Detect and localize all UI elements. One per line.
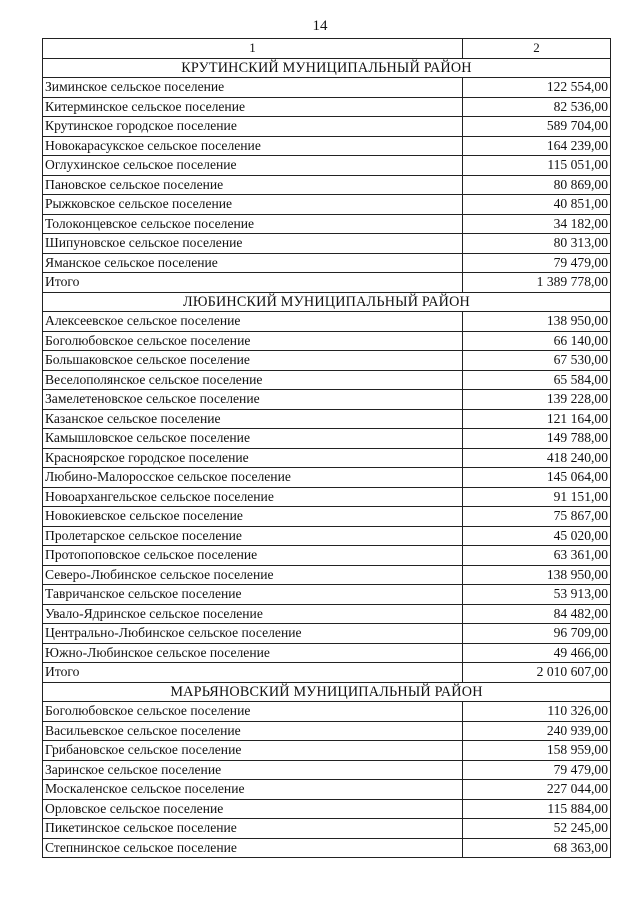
total-row xyxy=(43,663,611,683)
total-label: Итого xyxy=(43,273,463,293)
settlement-amount: 240 939,00 xyxy=(463,721,611,741)
header-col-1: 1 xyxy=(43,39,463,59)
settlement-amount: 115 884,00 xyxy=(463,799,611,819)
table-row xyxy=(43,175,611,195)
settlement-name: Алексеевское сельское поселение xyxy=(43,312,463,332)
table-row xyxy=(43,487,611,507)
section-header-row xyxy=(43,58,611,78)
table-row xyxy=(43,136,611,156)
section-title: ЛЮБИНСКИЙ МУНИЦИПАЛЬНЫЙ РАЙОН xyxy=(43,292,611,312)
settlement-name: Боголюбовское сельское поселение xyxy=(43,702,463,722)
settlement-name: Толоконцевское сельское поселение xyxy=(43,214,463,234)
settlement-name: Северо-Любинское сельское поселение xyxy=(43,565,463,585)
settlement-amount: 138 950,00 xyxy=(463,312,611,332)
settlement-amount: 227 044,00 xyxy=(463,780,611,800)
header-row xyxy=(43,39,611,59)
table-row xyxy=(43,97,611,117)
settlement-amount: 149 788,00 xyxy=(463,429,611,449)
table-row xyxy=(43,565,611,585)
table-row xyxy=(43,624,611,644)
settlement-name: Новокарасукское сельское поселение xyxy=(43,136,463,156)
table-row xyxy=(43,253,611,273)
settlement-name: Большаковское сельское поселение xyxy=(43,351,463,371)
table-row xyxy=(43,78,611,98)
header-col-2: 2 xyxy=(463,39,611,59)
settlement-amount: 53 913,00 xyxy=(463,585,611,605)
settlement-name: Новокиевское сельское поселение xyxy=(43,507,463,527)
settlement-name: Орловское сельское поселение xyxy=(43,799,463,819)
settlement-name: Рыжковское сельское поселение xyxy=(43,195,463,215)
settlement-amount: 67 530,00 xyxy=(463,351,611,371)
table-row xyxy=(43,780,611,800)
settlement-name: Казанское сельское поселение xyxy=(43,409,463,429)
settlement-name: Боголюбовское сельское поселение xyxy=(43,331,463,351)
settlement-name: Зиминское сельское поселение xyxy=(43,78,463,98)
table-row xyxy=(43,760,611,780)
settlement-amount: 79 479,00 xyxy=(463,760,611,780)
table-row xyxy=(43,702,611,722)
table-row xyxy=(43,643,611,663)
settlement-amount: 45 020,00 xyxy=(463,526,611,546)
settlement-amount: 164 239,00 xyxy=(463,136,611,156)
settlement-name: Степнинское сельское поселение xyxy=(43,838,463,858)
settlement-amount: 84 482,00 xyxy=(463,604,611,624)
settlement-amount: 79 479,00 xyxy=(463,253,611,273)
table-row xyxy=(43,819,611,839)
table-row xyxy=(43,117,611,137)
settlement-name: Любино-Малоросское сельское поселение xyxy=(43,468,463,488)
settlement-amount: 418 240,00 xyxy=(463,448,611,468)
table-row xyxy=(43,409,611,429)
settlement-amount: 80 313,00 xyxy=(463,234,611,254)
section-title: МАРЬЯНОВСКИЙ МУНИЦИПАЛЬНЫЙ РАЙОН xyxy=(43,682,611,702)
settlement-name: Пикетинское сельское поселение xyxy=(43,819,463,839)
settlement-name: Шипуновское сельское поселение xyxy=(43,234,463,254)
settlement-amount: 139 228,00 xyxy=(463,390,611,410)
table-row xyxy=(43,604,611,624)
page-number: 14 xyxy=(312,18,328,34)
table-row xyxy=(43,312,611,332)
settlement-amount: 96 709,00 xyxy=(463,624,611,644)
settlement-amount: 122 554,00 xyxy=(463,78,611,98)
settlement-amount: 91 151,00 xyxy=(463,487,611,507)
section-title: КРУТИНСКИЙ МУНИЦИПАЛЬНЫЙ РАЙОН xyxy=(43,58,611,78)
table-row xyxy=(43,370,611,390)
settlement-amount: 589 704,00 xyxy=(463,117,611,137)
settlement-amount: 110 326,00 xyxy=(463,702,611,722)
settlement-name: Китерминское сельское поселение xyxy=(43,97,463,117)
settlement-amount: 34 182,00 xyxy=(463,214,611,234)
settlement-name: Протопоповское сельское поселение xyxy=(43,546,463,566)
settlement-name: Замелетеновское сельское поселение xyxy=(43,390,463,410)
settlement-name: Тавричанское сельское поселение xyxy=(43,585,463,605)
table-body xyxy=(43,39,611,858)
table-row xyxy=(43,526,611,546)
settlement-name: Заринское сельское поселение xyxy=(43,760,463,780)
settlement-name: Оглухинское сельское поселение xyxy=(43,156,463,176)
settlement-name: Яманское сельское поселение xyxy=(43,253,463,273)
settlement-name: Увало-Ядринское сельское поселение xyxy=(43,604,463,624)
settlement-name: Грибановское сельское поселение xyxy=(43,741,463,761)
settlement-name: Камышловское сельское поселение xyxy=(43,429,463,449)
settlement-name: Южно-Любинское сельское поселение xyxy=(43,643,463,663)
table-row xyxy=(43,331,611,351)
total-amount: 1 389 778,00 xyxy=(463,273,611,293)
table-row xyxy=(43,546,611,566)
settlement-name: Пановское сельское поселение xyxy=(43,175,463,195)
settlement-name: Веселополянское сельское поселение xyxy=(43,370,463,390)
settlement-amount: 49 466,00 xyxy=(463,643,611,663)
settlement-name: Крутинское городское поселение xyxy=(43,117,463,137)
settlement-amount: 75 867,00 xyxy=(463,507,611,527)
settlement-amount: 63 361,00 xyxy=(463,546,611,566)
settlement-amount: 115 051,00 xyxy=(463,156,611,176)
table-row xyxy=(43,214,611,234)
section-header-row xyxy=(43,292,611,312)
settlement-name: Васильевское сельское поселение xyxy=(43,721,463,741)
settlement-amount: 80 869,00 xyxy=(463,175,611,195)
table-row xyxy=(43,741,611,761)
allocation-table xyxy=(42,38,611,858)
total-amount: 2 010 607,00 xyxy=(463,663,611,683)
table-row xyxy=(43,721,611,741)
settlement-amount: 158 959,00 xyxy=(463,741,611,761)
settlement-amount: 145 064,00 xyxy=(463,468,611,488)
table-row xyxy=(43,799,611,819)
settlement-name: Пролетарское сельское поселение xyxy=(43,526,463,546)
table-row xyxy=(43,195,611,215)
settlement-name: Центрально-Любинское сельское поселение xyxy=(43,624,463,644)
table-row xyxy=(43,468,611,488)
settlement-amount: 40 851,00 xyxy=(463,195,611,215)
table-row xyxy=(43,507,611,527)
settlement-name: Новоархангельское сельское поселение xyxy=(43,487,463,507)
table-row xyxy=(43,156,611,176)
settlement-amount: 68 363,00 xyxy=(463,838,611,858)
settlement-amount: 138 950,00 xyxy=(463,565,611,585)
table-row xyxy=(43,429,611,449)
table-row xyxy=(43,234,611,254)
table-row xyxy=(43,351,611,371)
table-row xyxy=(43,390,611,410)
settlement-amount: 82 536,00 xyxy=(463,97,611,117)
settlement-amount: 65 584,00 xyxy=(463,370,611,390)
settlement-name: Москаленское сельское поселение xyxy=(43,780,463,800)
settlement-amount: 52 245,00 xyxy=(463,819,611,839)
table-row xyxy=(43,448,611,468)
total-label: Итого xyxy=(43,663,463,683)
section-header-row xyxy=(43,682,611,702)
total-row xyxy=(43,273,611,293)
settlement-amount: 121 164,00 xyxy=(463,409,611,429)
table-row xyxy=(43,838,611,858)
settlement-amount: 66 140,00 xyxy=(463,331,611,351)
table-row xyxy=(43,585,611,605)
settlement-name: Красноярское городское поселение xyxy=(43,448,463,468)
